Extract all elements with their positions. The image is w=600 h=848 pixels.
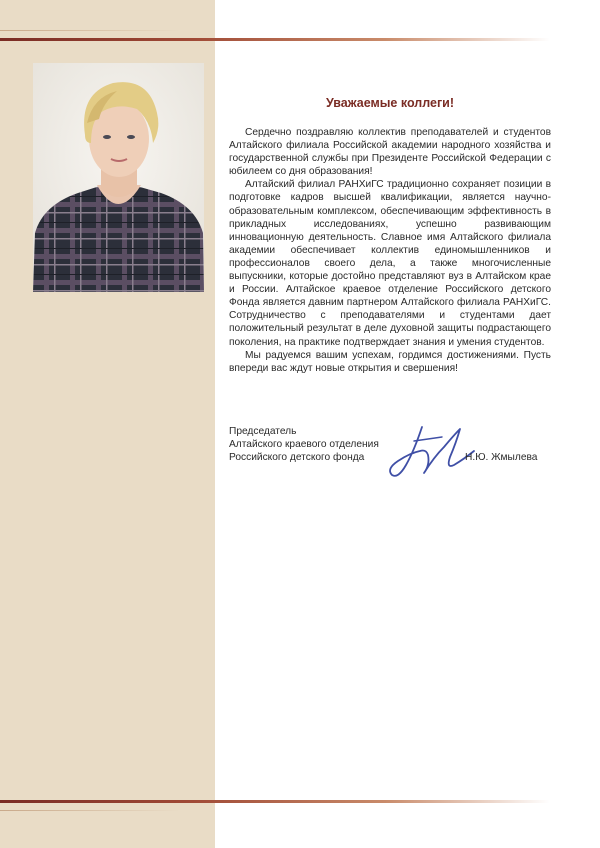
top-rule: [0, 38, 550, 41]
portrait-photo: [33, 63, 204, 292]
bottom-thin-rule: [0, 810, 180, 811]
signatory-title-line: Председатель: [229, 426, 297, 437]
paragraph-closing-wish: Мы радуемся вашим успехам, гордимся достижениями. Пусть впереди вас ждут новые открытия и свершения!: [229, 349, 551, 374]
top-thin-rule: [0, 30, 180, 31]
letter-body: [229, 96, 551, 375]
signatory-title-line: Российского детского фонда: [229, 452, 365, 464]
portrait-illustration: [33, 63, 204, 292]
signatory-title-line: Алтайского краевого отделения: [229, 439, 379, 451]
signatory-name: Н.Ю. Жмылева: [465, 452, 538, 463]
paragraph-congratulation: Сердечно поздравляю коллектив преподавателей и студентов Алтайского филиала Российской академии народного хозяйства и государственной службы при Президенте Российской Федерации с юбилеем со дня образования!: [229, 127, 551, 178]
paragraph-branch-description: Алтайский филиал РАНХиГС традиционно сохраняет позиции в подготовке кадров высшей квалификации, является научно-образовательным комплексом, обеспечивающим эффективность в прикладных исследованиях, успешно развивающим инновационную деятельность. Славное имя Алтайского филиала академии обеспечивает коллектив единомышленников и профессионалов своего дела, а также многочисленные выпускники, которые достойно представляют вуз в Алтайском крае и России. Алтайское краевое отделение Российского детского Фонда является давним партнером Алтайского филиала РАНХиГС. Сотрудничество с преподавателями и студентами дает положительный результат в деле духовной защиты подрастающего поколения, на практике подтверждает знания и умения студентов.: [229, 179, 551, 348]
signature-block: [229, 425, 559, 495]
letter-greeting: Уважаемые коллеги!: [325, 96, 454, 110]
bottom-rule: [0, 800, 550, 803]
